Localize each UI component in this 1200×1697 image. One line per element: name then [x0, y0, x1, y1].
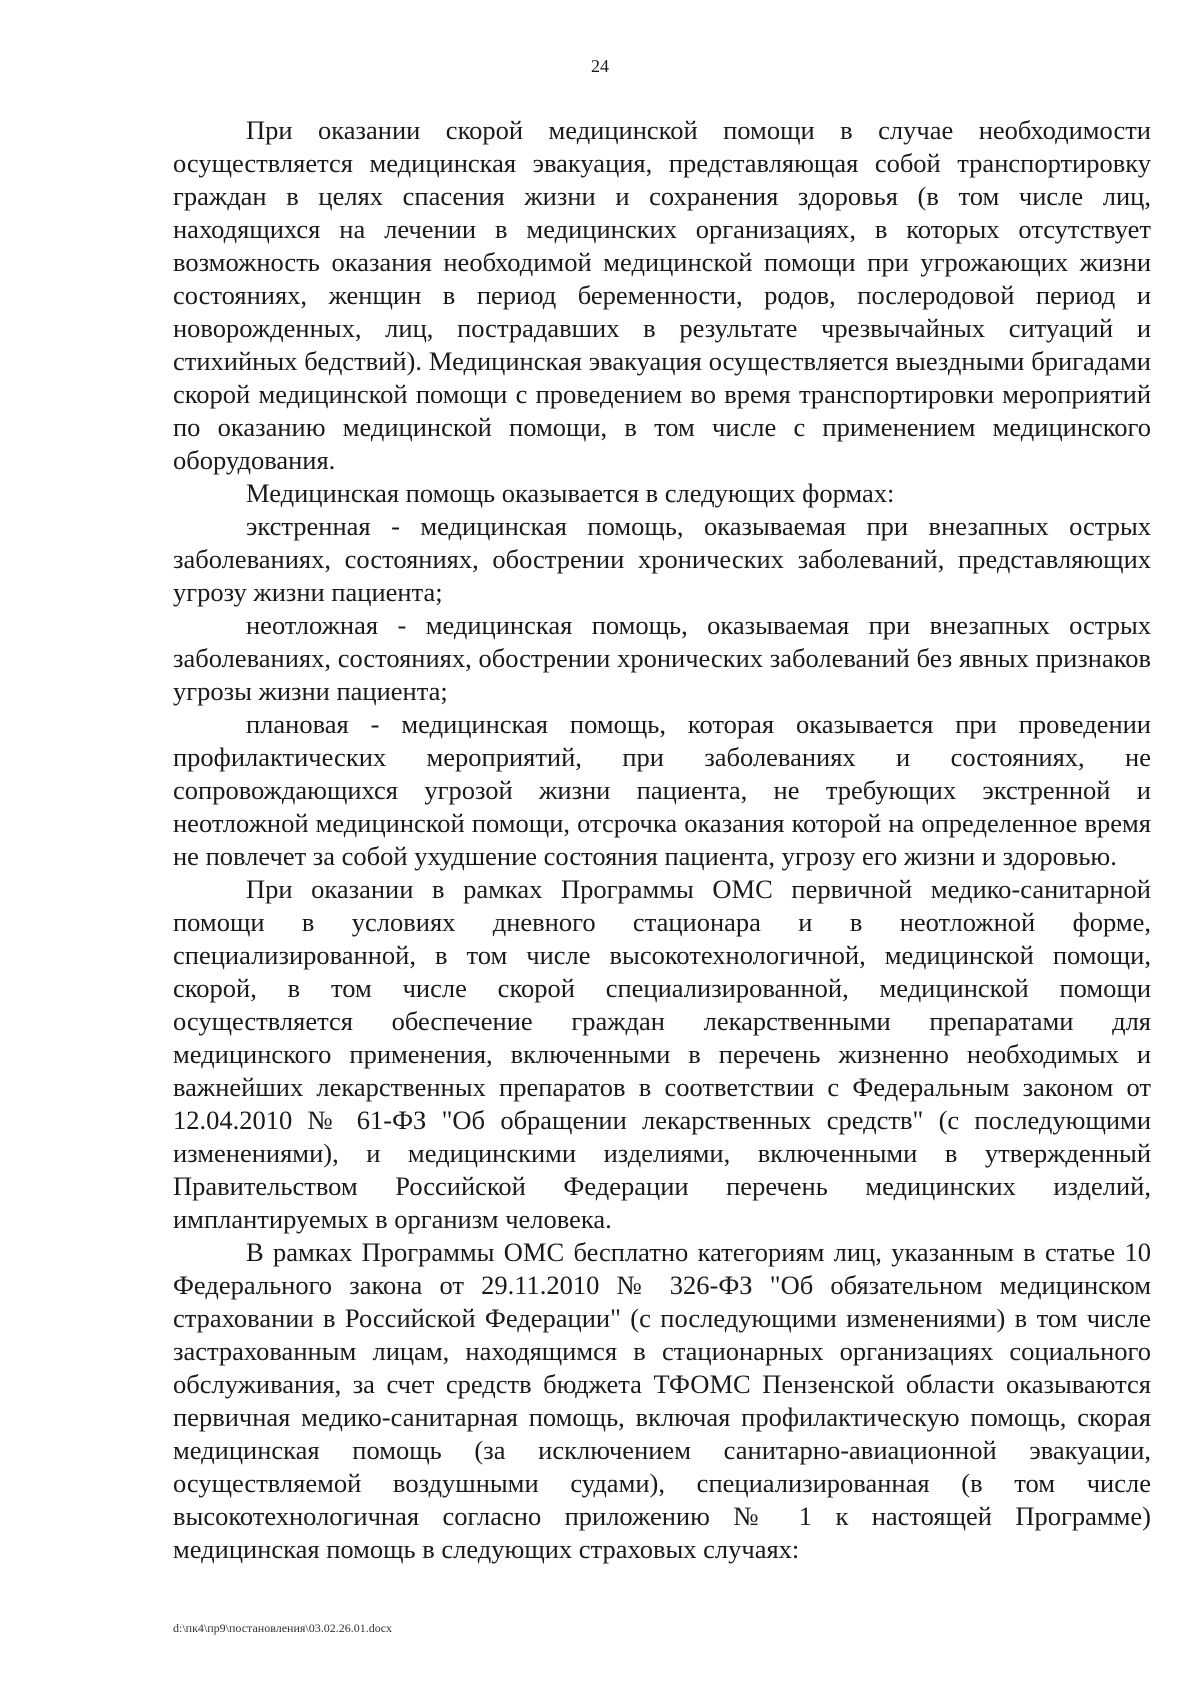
paragraph-drug-provision: При оказании в рамках Программы ОМС первичной медико-санитарной помощи в условиях дневного стационара и в неотложной форме, специализированной, в том числе высокотехнологичной, медицинской помощи, скорой, в том числе скорой специализированной, медицинской помощи осуществляется обеспечение граждан лекарственными препаратами для медицинского применения, включенными в перечень жизненно необходимых и важнейших лекарственных препаратов в соответствии с Федеральным законом от 12.04.2010 № 61-ФЗ "Об обращении лекарственных средств" (с последующими изменениями), и медицинскими изделиями, включенными в утвержденный Правительством Российской Федерации перечень медицинских изделий, имплантируемых в организм человека.: [173, 874, 1151, 1234]
footer-file-path: d:\пк4\пр9\постановления\03.02.26.01.docx: [173, 1621, 393, 1635]
document-body: [173, 114, 1151, 1566]
paragraph-urgent-form: неотложная - медицинская помощь, оказываемая при внезапных острых заболеваниях, состояниях, обострении хронических заболеваний без явных признаков угрозы жизни пациента;: [173, 610, 1151, 706]
paragraph-planned-form: плановая - медицинская помощь, которая оказывается при проведении профилактических мероприятий, при заболеваниях и состояниях, не сопровождающихся угрозой жизни пациента, не требующих экстренной и неотложной медицинской помощи, отсрочка оказания которой на определенное время не повлечет за собой ухудшение состояния пациента, угрозу его жизни и здоровью.: [173, 709, 1151, 871]
page-number: 24: [591, 56, 609, 76]
paragraph-forms-intro: Медицинская помощь оказывается в следующих формах:: [246, 478, 895, 508]
paragraph-emergency-form: экстренная - медицинская помощь, оказываемая при внезапных острых заболеваниях, состояниях, обострении хронических заболеваний, представляющих угрозу жизни пациента;: [173, 511, 1151, 607]
paragraph-medical-evacuation: При оказании скорой медицинской помощи в случае необходимости осуществляется медицинская эвакуация, представляющая собой транспортировку граждан в целях спасения жизни и сохранения здоровья (в том числе лиц, находящихся на лечении в медицинских организациях, в которых отсутствует возможность оказания необходимой медицинской помощи при угрожающих жизни состояниях, женщин в период беременности, родов, послеродовой период и новорожденных, лиц, пострадавших в результате чрезвычайных ситуаций и стихийных бедствий). Медицинская эвакуация осуществляется выездными бригадами скорой медицинской помощи с проведением во время транспортировки мероприятий по оказанию медицинской помощи, в том числе с применением медицинского оборудования.: [173, 115, 1151, 475]
paragraph-oms-program: В рамках Программы ОМС бесплатно категориям лиц, указанным в статье 10 Федерального закона от 29.11.2010 № 326-ФЗ "Об обязательном медицинском страховании в Российской Федерации" (с последующими изменениями) в том числе застрахованным лицам, находящимся в стационарных организациях социального обслуживания, за счет средств бюджета ТФОМС Пензенской области оказываются первичная медико-санитарная помощь, включая профилактическую помощь, скорая медицинская помощь (за исключением санитарно-авиационной эвакуации, осуществляемой воздушными судами), специализированная (в том числе высокотехнологичная согласно приложению № 1 к настоящей Программе) медицинская помощь в следующих страховых случаях:: [173, 1237, 1151, 1564]
